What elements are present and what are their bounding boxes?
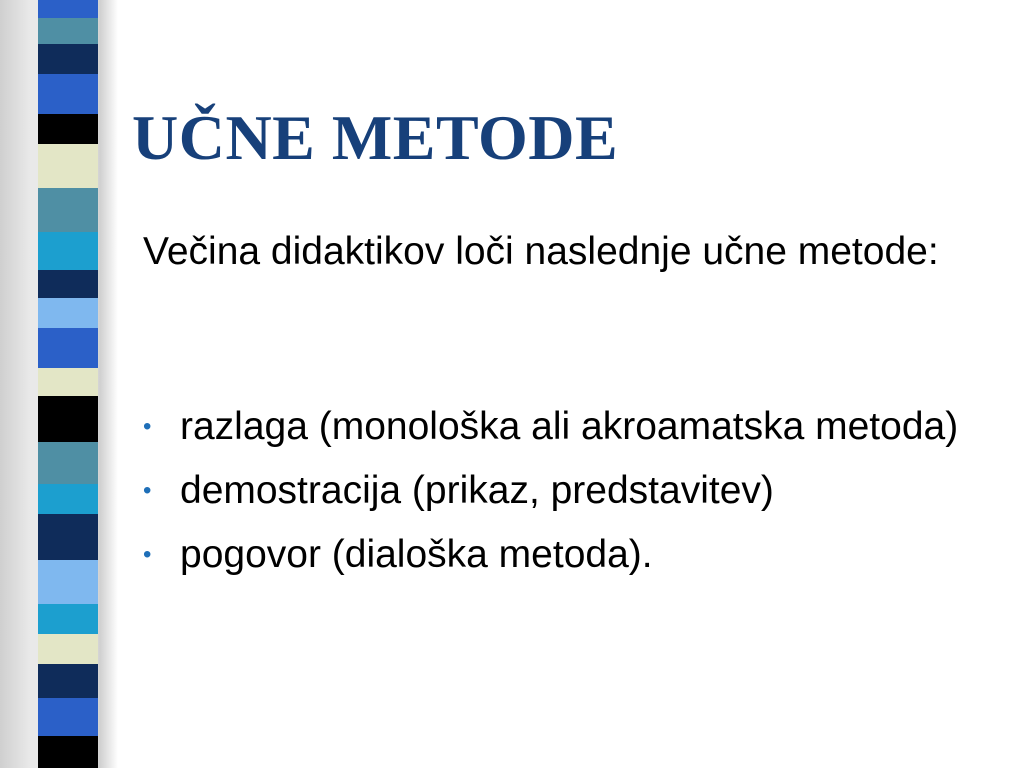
strip-band — [38, 44, 98, 74]
strip-band — [38, 114, 98, 144]
strip-band — [38, 188, 98, 232]
bullet-list — [143, 395, 1003, 587]
strip-band — [38, 484, 98, 514]
strip-band — [38, 514, 98, 560]
strip-band — [38, 396, 98, 442]
bullet-text: razlaga (monološka ali akroamatska metoda) — [180, 405, 959, 448]
bullet-icon: • — [143, 477, 152, 504]
strip-band — [38, 232, 98, 270]
strip-band — [38, 736, 98, 768]
slide-title: UČNE METODE — [132, 102, 619, 173]
strip-band — [38, 664, 98, 698]
bullet-icon: • — [143, 541, 152, 568]
strip-band — [38, 18, 98, 44]
strip-band — [38, 698, 98, 736]
strip-band — [38, 74, 98, 114]
bullet-item — [143, 523, 1003, 587]
strip-band — [38, 604, 98, 634]
strip-band — [38, 0, 98, 18]
bullet-item — [143, 395, 1003, 459]
bullet-text: pogovor (dialoška metoda). — [180, 533, 653, 576]
strip-band — [38, 298, 98, 328]
strip-band — [38, 634, 98, 664]
strip-band — [38, 560, 98, 604]
intro-text: Večina didaktikov loči naslednje učne metode: — [143, 230, 939, 273]
bullet-icon: • — [143, 413, 152, 440]
decorative-color-strip — [38, 0, 98, 768]
strip-band — [38, 144, 98, 188]
strip-band — [38, 270, 98, 298]
bullet-text: demostracija (prikaz, predstavitev) — [180, 469, 774, 512]
strip-band — [38, 442, 98, 484]
strip-band — [38, 368, 98, 396]
strip-band — [38, 328, 98, 368]
bullet-item — [143, 459, 1003, 523]
